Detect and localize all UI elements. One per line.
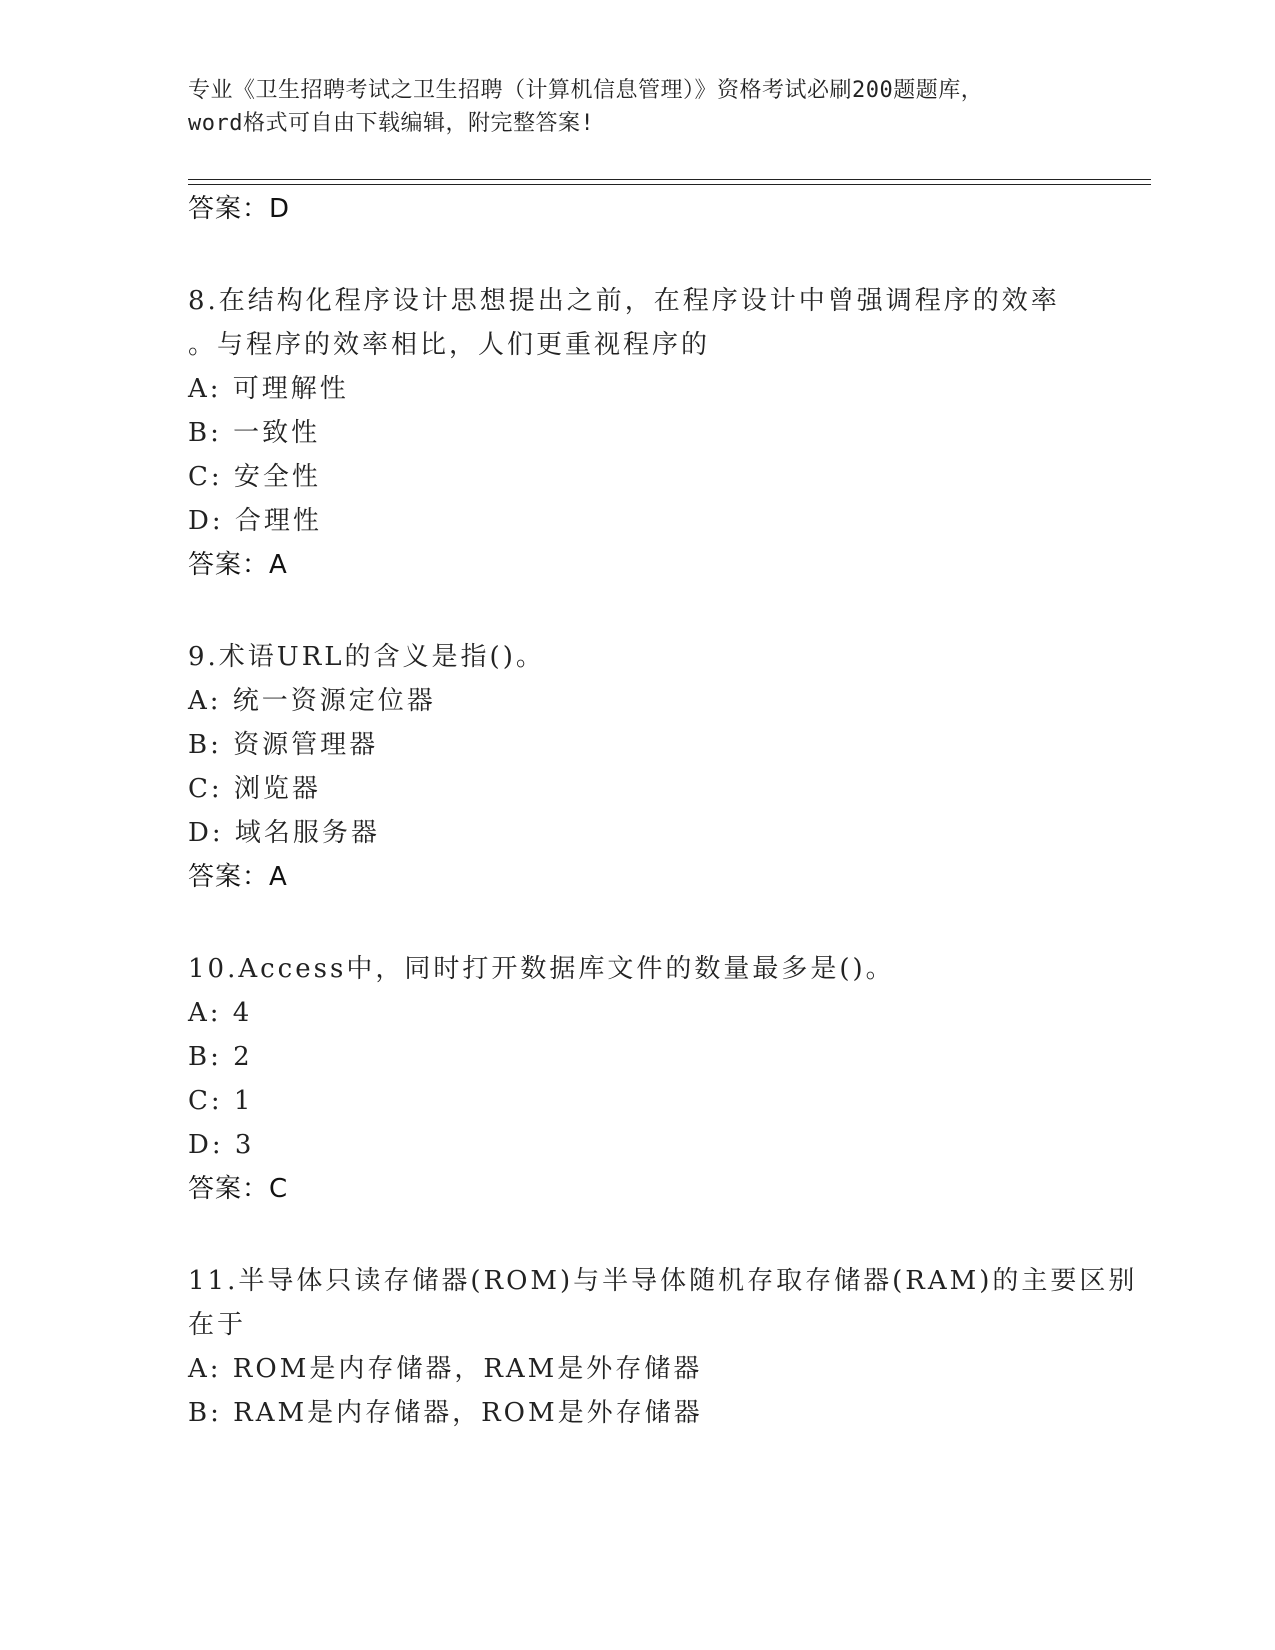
question-10-option-d: D: 3: [188, 1130, 255, 1160]
question-9-option-b: B: 资源管理器: [188, 730, 379, 760]
question-8-text-line-2: 。与程序的效率相比，人们更重视程序的: [188, 330, 711, 360]
header-divider-top: [188, 179, 1151, 180]
question-11-option-b: B: RAM是内存储器，ROM是外存储器: [188, 1398, 703, 1428]
header-line-1: 专业《卫生招聘考试之卫生招聘（计算机信息管理）》资格考试必刷200题题库，: [188, 78, 984, 103]
question-10-option-c: C: 1: [188, 1086, 254, 1116]
question-8-option-c: C: 安全性: [188, 462, 321, 492]
question-8-option-d: D: 合理性: [188, 506, 322, 536]
question-8-option-b: B: 一致性: [188, 418, 321, 448]
question-9-option-a: A: 统一资源定位器: [188, 686, 436, 716]
header-divider-bottom: [188, 184, 1151, 185]
question-11-text-line-2: 在于: [188, 1310, 247, 1340]
question-9-text-line-1: 9.术语URL的含义是指()。: [188, 642, 545, 672]
question-9-answer: 答案：A: [188, 862, 288, 892]
answer-previous: 答案：D: [188, 194, 291, 224]
question-11-text-line-1: 11.半导体只读存储器(ROM)与半导体随机存取存储器(RAM)的主要区别: [188, 1266, 1138, 1296]
question-10-option-a: A: 4: [188, 998, 253, 1028]
question-10-text-line-1: 10.Access中，同时打开数据库文件的数量最多是()。: [188, 954, 895, 984]
question-10-option-b: B: 2: [188, 1042, 253, 1072]
question-11-option-a: A: ROM是内存储器，RAM是外存储器: [188, 1354, 703, 1384]
question-10-answer: 答案：C: [188, 1174, 289, 1204]
question-8-option-a: A: 可理解性: [188, 374, 349, 404]
question-8-text-line-1: 8.在结构化程序设计思想提出之前，在程序设计中曾强调程序的效率: [188, 286, 1060, 316]
question-9-option-c: C: 浏览器: [188, 774, 321, 804]
header-line-2: word格式可自由下载编辑，附完整答案!: [188, 111, 595, 136]
question-9-option-d: D: 域名服务器: [188, 818, 380, 848]
document-header: [188, 74, 1088, 140]
question-8-answer: 答案：A: [188, 550, 288, 580]
